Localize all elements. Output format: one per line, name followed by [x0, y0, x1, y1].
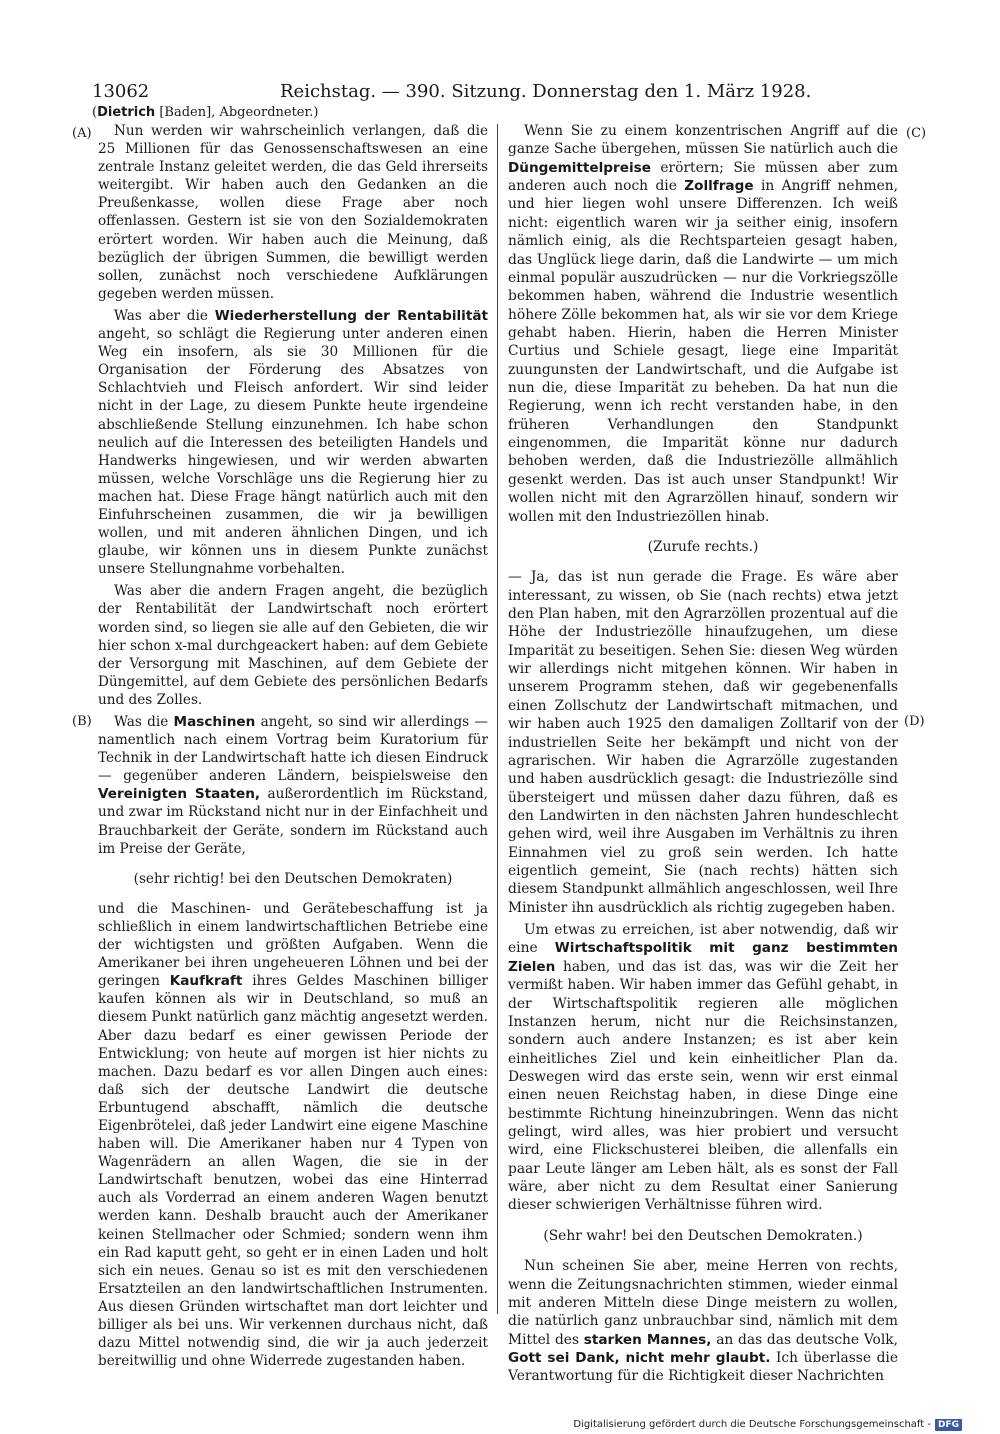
- left-paragraph-4: [98, 713, 488, 858]
- bold-term: Gott sei Dank, nicht mehr glaubt.: [508, 1350, 771, 1366]
- margin-marker-b: (B): [72, 714, 92, 729]
- text-run: Ich überlasse die Verantwortung für die Richtigkeit dieser Nachrichten: [508, 1350, 899, 1385]
- text-run: außerordentlich im Rückstand, und zwar im Rückstand nicht nur in der Einfachheit und Brauchbarkeit der Geräte, sondern im Rückstand auch im Preise der Geräte,: [98, 786, 488, 857]
- left-paragraph-3: Was aber die andern Fragen angeht, die bezüglich der Rentabilität der Landwirtschaft noch erörtert worden sind, so liegen sie alle auf den Gebieten, die wir hier schon x-mal durchgeackert haben: auf dem Gebiete der Versorgung mit Maschinen, auf dem Gebiete der Düngemittel, auf dem Gebiete des persönlichen Bedarfs und des Zolles.: [98, 583, 488, 708]
- bold-term: Kaufkraft: [169, 973, 243, 990]
- text-run: Was aber die: [114, 307, 208, 324]
- left-column: [98, 122, 488, 1374]
- right-paragraph-3: [508, 921, 898, 1215]
- text-run: Nun scheinen Sie aber, meine Herren von rechts, wenn die Zeitungsnachrichten stimmen, wieder einmal mit anderen Mitteln diese Dinge meistern zu wollen, die natürlich ganz unbrauchbar sind, nämlich mit dem Mittel des: [508, 1258, 898, 1348]
- bold-term: starken Mannes,: [583, 1331, 712, 1348]
- right-paragraph-4: [508, 1257, 898, 1386]
- text-run: in Angriff nehmen, und hier liegen wohl unsere Differenzen. Ich weiß nicht: eigentlich waren wir ja seither einig, insofern nämlich einig, als die Rechtsparteien gesagt haben, das Unglück liege darin, daß die Landwirte — um mich einmal populär auszudrücken — nur die Vorkriegszölle bekommen haben, während die Industrie wesentlich höhere Zölle bekommen hat, als wir sie vor dem Kriege gehabt haben. Hierin, haben die Herren Minister Curtius und Schiele gesagt, liege eine Imparität zuungunsten der Landwirtschaft, und die Aufgabe ist nun die, diese Imparität zu beheben. Da hat nun die Regierung, wenn ich recht verstanden habe, in den früheren Verhandlungen den Standpunkt eingenommen, die Imparität könne nur dadurch behoben werden, daß die Industriezölle allmählich gesenkt werden. Das ist auch unser Standpunkt! Wir wollen nicht mit den Agrarzöllen hinauf, sondern wir wollen mit den Industriezöllen hinab.: [508, 178, 899, 525]
- interjection: (Zurufe rechts.): [647, 538, 759, 555]
- margin-marker-d: (D): [904, 714, 925, 729]
- text-run: haben, und das ist das, was wir die Zeit her vermißt haben. Wir haben immer das Gefühl gehabt, in der Wirtschaftspolitik regieren alle möglichen Instanzen herum, nicht nur die Reichsinstanzen, sondern auch andere Instanzen; es ist aber kein einheitliches Ziel und kein einheitlicher Plan da. Deswegen wird das erste sein, wenn wir erst einmal einen neuen Reichstag haben, in diese Dinge eine bestimmte Richtung hineinzubringen. Wenn das nicht gelingt, wird alles, was hier probiert und versucht wird, eine Flickschusterei bleiben, die allenfalls ein paar Leute länger am Leben hält, als es sonst der Fall wäre, aber nicht zu dem Resultat einer Sanierung dieser schwierigen Verhältnisse führen wird.: [508, 958, 898, 1214]
- text-run: angeht, so schlägt die Regierung unter anderen einen Weg ein insofern, als sie 30 Millionen für die Organisation der Förderung des Absatzes von Schlachtvieh und Fleisch anfordert. Wir sind leider nicht in der Lage, zu diesem Punkte heute irgendeine abschließende Stellung einzunehmen. Ich habe schon neulich auf die Interessen des beteiligten Handels und Handwerks hingewiesen, und wir werden abwarten müssen, welche Vorschläge uns die Regierung hier zu machen hat. Diese Frage hängt natürlich auch mit den Einfuhrscheinen zusammen, die wir ja bewilligen wollen, und mit anderen ähnlichen Dingen, und ich glaube, wir können uns in diesem Punkte zunächst unsere Stellungnahme vorbehalten.: [98, 326, 488, 578]
- text-run: Was die: [114, 714, 169, 730]
- text-run: erörtern; Sie müssen aber zum anderen auch noch die: [508, 159, 898, 195]
- right-paragraph-2: — Ja, das ist nun gerade die Frage. Es wäre aber interessant, zu wissen, ob Sie (nach rechts) etwa jetzt den Plan haben, mit den Agrarzöllen prozentual auf die Höhe der Industriezölle hinaufzugehen, um diese Imparität zu beseitigen. Sehen Sie: diesen Weg würden wir allerdings nicht mitgehen können. Wir haben in unserem Programm stehen, daß wir gegebenenfalls einen Zollschutz der Landwirtschaft mitmachen, und wir haben auch 1925 den damaligen Zolltarif von der industriellen Seite her bekämpft und nicht von der agrarischen. Wir haben die Agrarzölle zugestanden und haben ausdrücklich gesagt: die Industriezölle sind übersteigert und müssen daher dazu führen, daß es den Landwirten in den nächsten Jahren hundeschlecht gehen wird, weil ihre Ausgaben im Verhältnis zu ihren Einnahmen viel zu groß sein werden. Ich hatte eigentlich gemeint, Sie (nach rechts) hätten sich diesem Standpunkt allmählich angeschlossen, weil Ihre Minister ihn ausdrücklich als richtig zugegeben haben.: [508, 569, 898, 916]
- dfg-logo-icon: DFG: [935, 1419, 962, 1431]
- interjection: (Sehr wahr! bei den Deutschen Demokraten.): [543, 1227, 863, 1244]
- text-run: und die Maschinen- und Gerätebeschaffung ist ja schließlich in einem landwirtschaftlichen Betriebe eine der wichtigsten und größten Aufgaben. Wenn die Amerikaner bei ihren ungeheueren Löhnen und bei der geringen: [98, 900, 488, 990]
- speaker-role: [Baden], Abgeordneter.): [159, 105, 319, 120]
- bold-term: Zollfrage: [684, 178, 754, 195]
- text-run: ihres Geldes Maschinen billiger kaufen können als wir in Deutschland, so muß an diesem Punkt natürlich ganz mächtig angesetzt werden. Aber dazu bedarf es einer gewissen Periode der Entwicklung; von heute auf morgen ist hier nichts zu machen. Dazu bedarf es vor allen Dingen auch eines: daß sich der deutsche Landwirt die deutsche Erbuntugend abschafft, nämlich die deutsche Eigenbrötelei, daß jeder Landwirt eine eigene Maschine haben will. Die Amerikaner haben nur 4 Typen von Wagenrädern an allen Wagen, die sie in der Landwirtschaft benutzen, wobei das eine Hinterrad auch als Vorderrad an einem anderen Wagen benutzt werden kann. Deshalb braucht auch der Amerikaner keinen Stellmacher oder Schmied; sondern wenn ihm ein Rad kaputt geht, so geht er in einen Laden und holt sich ein neues. Genau so ist es mit den verschiedenen Ersatzteilen an den landwirtschaftlichen Instrumenten. Aus diesen Gründen wirtschaftet man dort leichter und billiger als bei uns. Wir verkennen durchaus nicht, daß dazu Mittel notwendig sind, die wir ja auch jederzeit bereitwillig und ohne Widerrede zugestanden haben.: [98, 973, 488, 1370]
- speaker-line: (Dietrich [Baden], Abgeordneter.): [92, 105, 319, 120]
- text-run: Wenn Sie zu einem konzentrischen Angriff auf die ganze Sache übergehen, müssen Sie natürlich auch die: [508, 123, 898, 158]
- bold-term: Wirtschaftspolitik mit ganz bestimmten Zielen: [508, 940, 898, 975]
- margin-marker-a: (A): [72, 126, 92, 141]
- speaker-name: Dietrich: [97, 105, 156, 120]
- bold-term: Maschinen: [173, 714, 256, 730]
- interjection: (sehr richtig! bei den Deutschen Demokraten): [133, 870, 453, 887]
- bold-term: Wiederherstellung der Rentabilität: [214, 307, 488, 324]
- page-header: [92, 80, 812, 104]
- left-paragraph-1: Nun werden wir wahrscheinlich verlangen, daß die 25 Millionen für das Genossenschaftswesen an eine zentrale Instanz geleitet werden, die das Geld ihrerseits weitergibt. Wir haben auch den Gedanken an die Preußenkasse, wollen diese Frage aber noch offenlassen. Gestern ist sie von den Sozialdemokraten erörtert worden. Wir haben auch die Meinung, daß bezüglich der übrigen Summen, die bewilligt werden sollen, zunächst noch verschiedene Aufklärungen gegeben werden müssen.: [98, 123, 488, 302]
- page-title: Reichstag. — 390. Sitzung. Donnerstag den 1. März 1928.: [280, 81, 812, 102]
- footer-text: Digitalisierung gefördert durch die Deutsche Forschungsgemeinschaft -: [573, 1419, 931, 1430]
- left-paragraph-5: [98, 900, 488, 1370]
- right-column: [508, 122, 898, 1390]
- text-run: angeht, so sind wir allerdings — namentlich nach einem Vortrag beim Kuratorium für Technik in der Landwirtschaft hatte ich diesen Eindruck — gegenüber anderen Ländern, beispielsweise den: [98, 714, 489, 785]
- column-divider: [497, 124, 498, 1314]
- text-run: an das das deutsche Volk,: [716, 1331, 899, 1348]
- page-number: 13062: [92, 81, 150, 102]
- margin-marker-c: (C): [906, 126, 927, 141]
- bold-term: Vereinigten Staaten,: [98, 786, 261, 803]
- text-run: Um etwas zu erreichen, ist aber notwendig, daß wir eine: [508, 922, 898, 957]
- right-paragraph-1: [508, 122, 898, 526]
- bold-term: Düngemittelpreise: [508, 159, 651, 176]
- digitization-footer: [573, 1418, 962, 1432]
- left-paragraph-2: [98, 307, 488, 578]
